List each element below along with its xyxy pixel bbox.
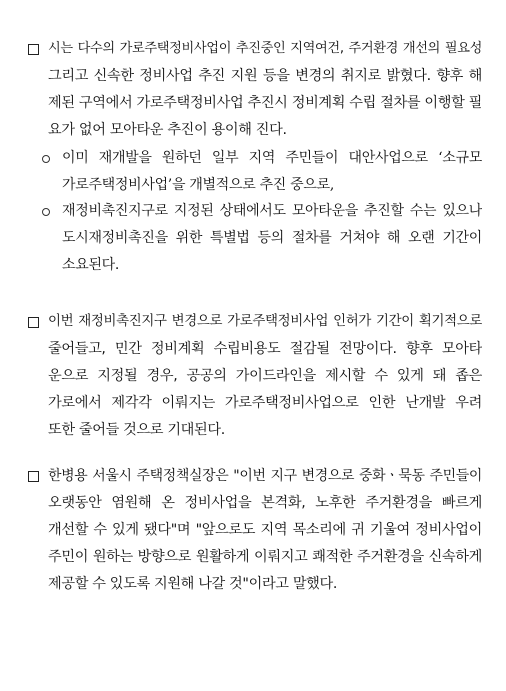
paragraph-1-line-4: 요가 없어 모아타운 추진이 용이해 진다. [48, 122, 287, 138]
paragraph-3-line-3: 개선할 수 있게 됐다"며 "앞으로도 지역 목소리에 귀 기울여 정비사업이 [48, 522, 482, 538]
subitem-1-line-1: 이미 재개발을 원하던 일부 지역 주민들이 대안사업으로 ‘소규모 [62, 150, 482, 166]
paragraph-2-line-3: 운으로 지정될 경우, 공공의 가이드라인을 제시할 수 있게 돼 좁은 [48, 368, 482, 384]
paragraph-2-line-4: 가로에서 제각각 이뤄지는 가로주택정비사업으로 인한 난개발 우려 [48, 395, 482, 411]
paragraph-3-line-1: 한병용 서울시 주택정책실장은 "이번 지구 변경으로 중화ㆍ묵동 주민들이 [48, 468, 482, 484]
paragraph-3-line-4: 주민이 원하는 방향으로 원활하게 이뤄지고 쾌적한 주거환경을 신속하게 [48, 549, 482, 565]
paragraph-1-line-2: 그리고 신속한 정비사업 추진 지원 등을 변경의 취지로 밝혔다. 향후 해 [48, 68, 482, 84]
paragraph-3-line-5: 제공할 수 있도록 지원해 나갈 것"이라고 말했다. [48, 576, 338, 592]
square-bullet-icon [28, 317, 39, 328]
subitem-2-line-2: 도시재정비촉진을 위한 특별법 등의 절차를 거쳐야 해 오랜 기간이 [62, 230, 482, 246]
paragraph-1-line-3: 제된 구역에서 가로주택정비사업 추진시 정비계획 수립 절차를 이행할 필 [48, 95, 482, 111]
paragraph-2-line-5: 또한 줄어들 것으로 기대된다. [48, 422, 225, 438]
subitem-2-line-3: 소요된다. [62, 257, 120, 273]
paragraph-2-line-2: 줄어들고, 민간 정비계획 수립비용도 절감될 전망이다. 향후 모아타 [48, 341, 482, 357]
paragraph-2-line-1: 이번 재정비촉진지구 변경으로 가로주택정비사업 인허가 기간이 획기적으로 [48, 314, 482, 329]
square-bullet-icon [28, 471, 39, 482]
paragraph-1-line-1: 시는 다수의 가로주택정비사업이 추진중인 지역여건, 주거환경 개선의 필요성 [48, 41, 482, 56]
square-bullet-icon [28, 44, 39, 55]
subitem-2-line-1: 재정비촉진지구로 지정된 상태에서도 모아타운을 추진할 수는 있으나 [62, 203, 482, 219]
subitem-1-line-2: 가로주택정비사업’을 개별적으로 추진 중으로, [62, 177, 335, 193]
circle-bullet-icon [42, 155, 50, 163]
paragraph-3-line-2: 오랫동안 염원해 온 정비사업을 본격화, 노후한 주거환경을 빠르게 [48, 495, 482, 511]
circle-bullet-icon [42, 208, 50, 216]
